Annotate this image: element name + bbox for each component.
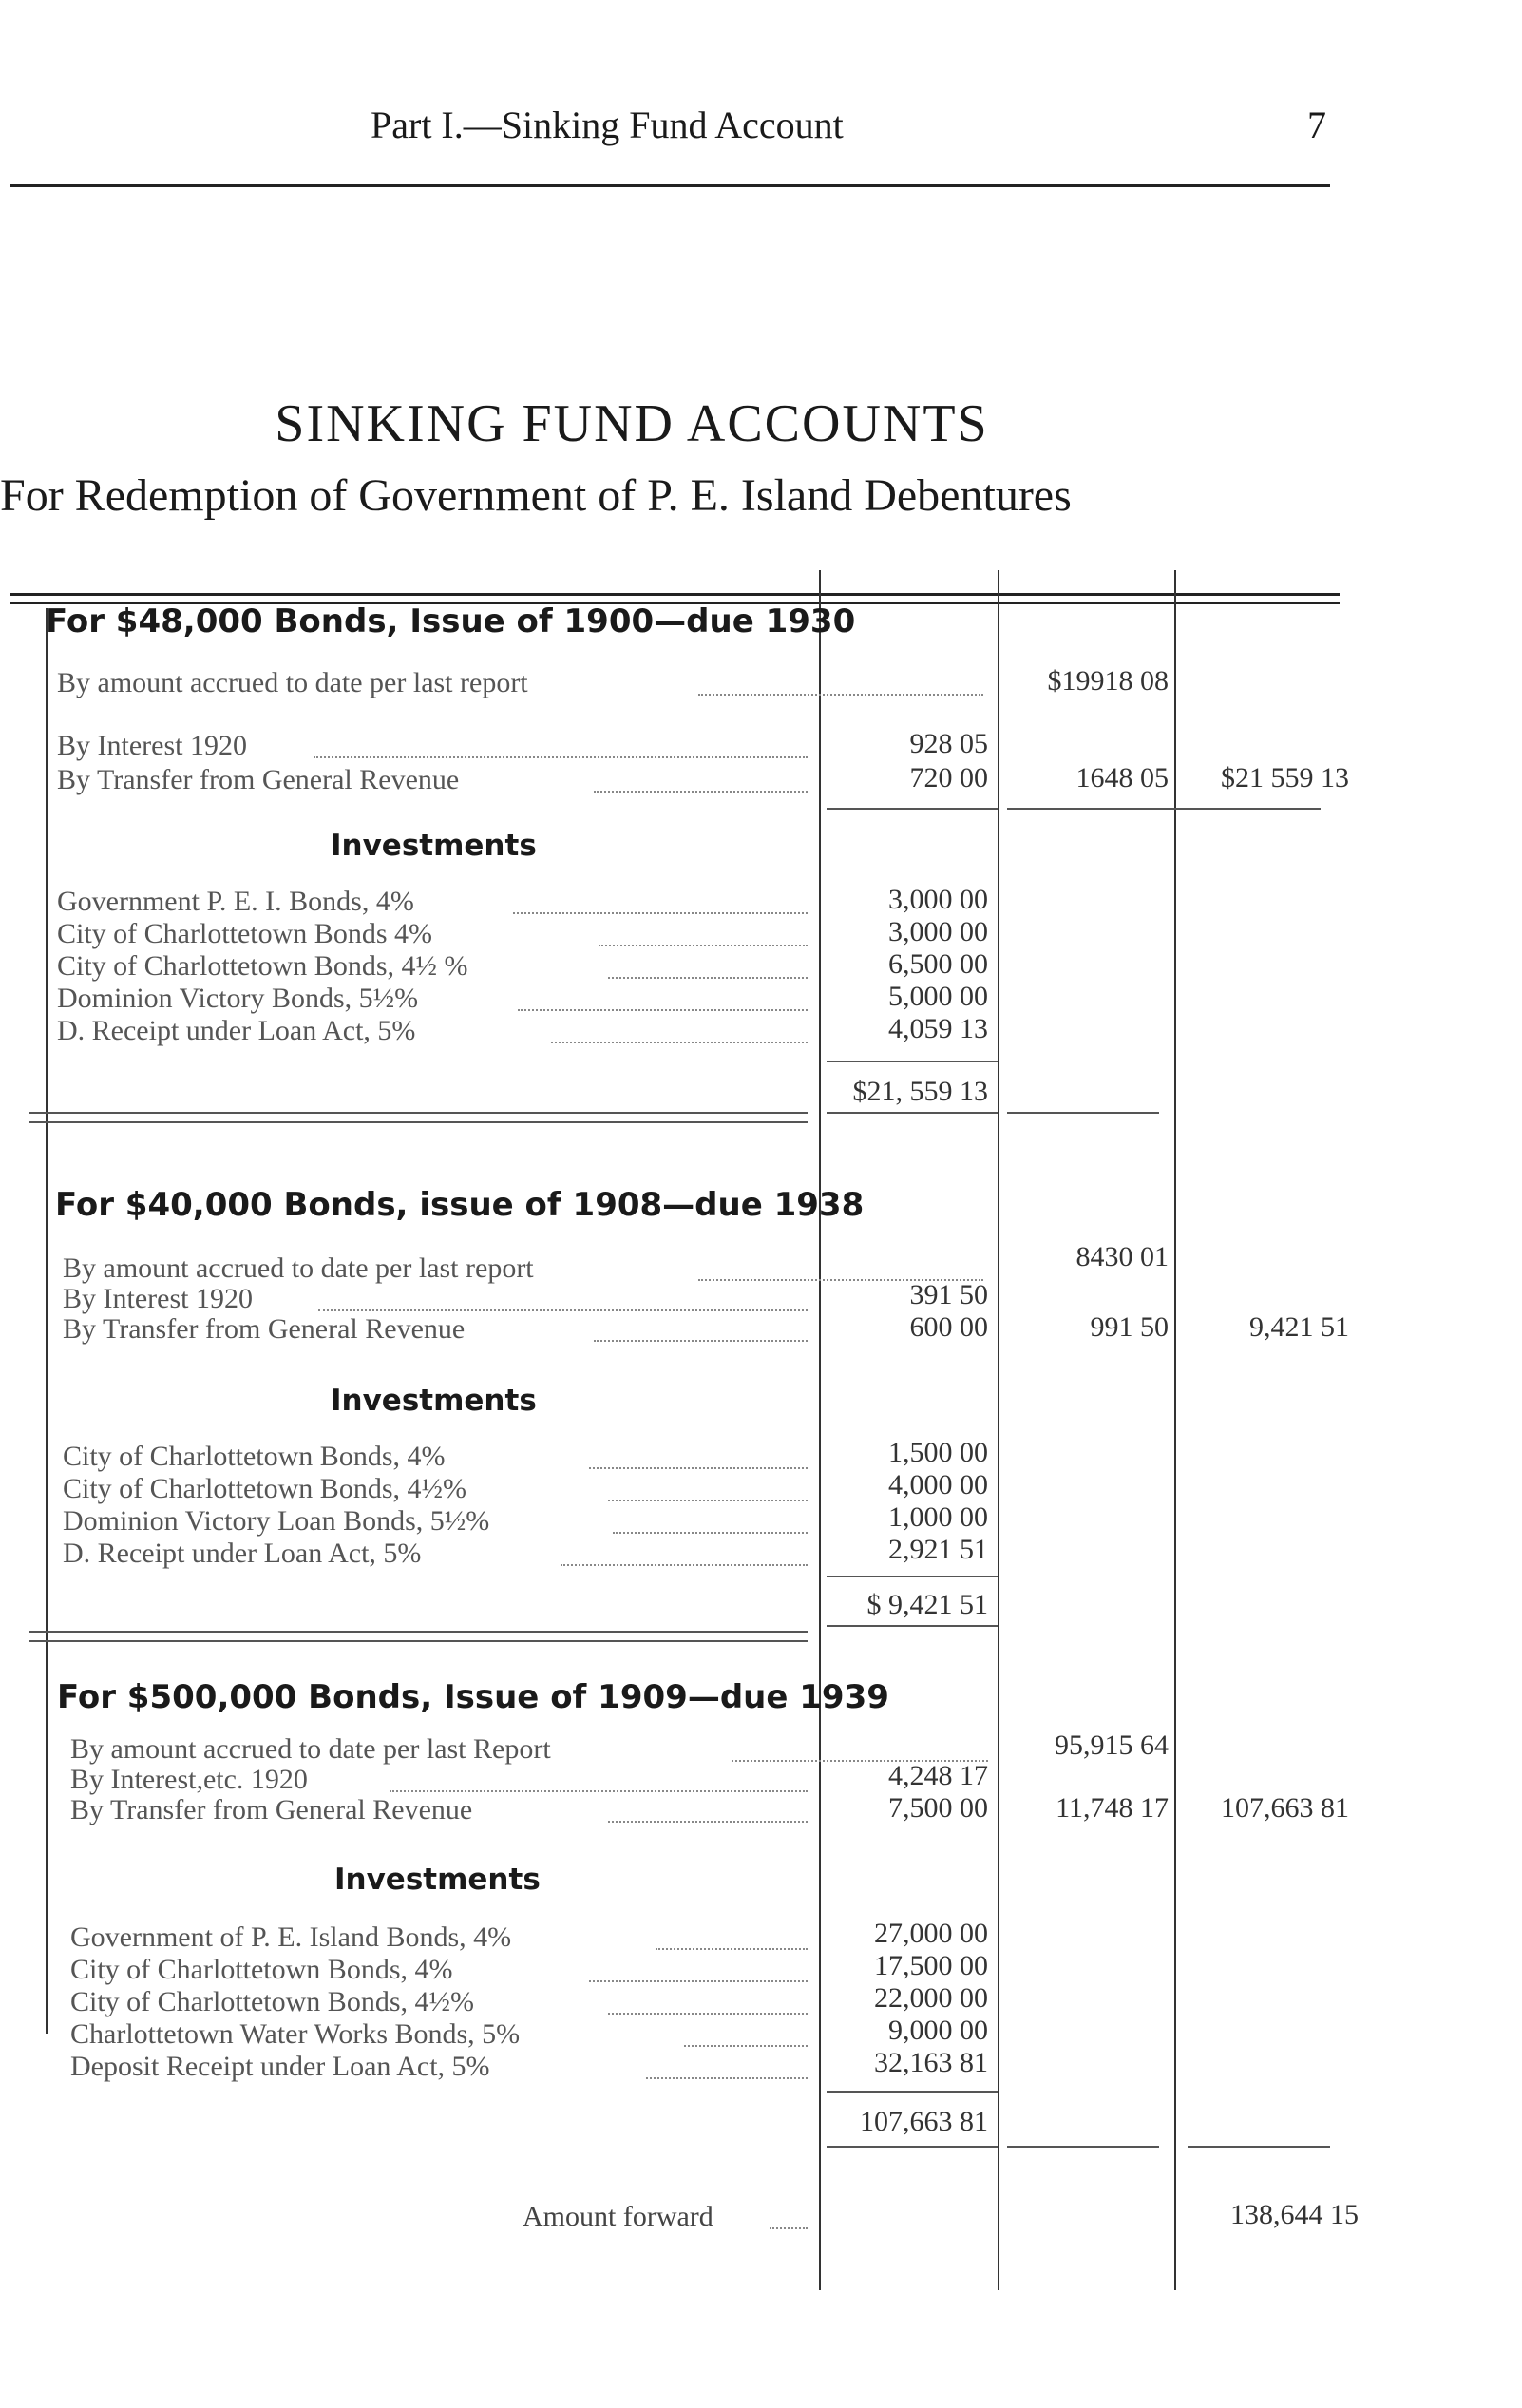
section-rule <box>29 1631 808 1633</box>
leader-dots <box>589 1467 808 1469</box>
credit-col1: 7,500 00 <box>888 1792 988 1824</box>
investment-label: Charlottetown Water Works Bonds, 5% <box>70 2018 521 2050</box>
leader-dots <box>599 945 808 946</box>
section-rule <box>29 1121 808 1123</box>
credit-label: By Transfer from General Revenue <box>70 1794 473 1825</box>
leader-dots <box>561 1564 808 1566</box>
left-border <box>46 608 48 2034</box>
leader-dots <box>608 977 808 979</box>
total-rule <box>827 1625 998 1627</box>
leader-dots <box>513 912 808 914</box>
col2-line <box>998 570 999 2290</box>
leader-dots <box>646 2077 808 2079</box>
col-rule <box>1007 808 1321 810</box>
investments-heading: Investments <box>331 1384 537 1418</box>
investment-label: Dominion Victory Bonds, 5½% <box>57 983 419 1014</box>
leader-dots <box>518 1009 808 1011</box>
investment-amount: 1,500 00 <box>888 1437 988 1468</box>
credit-col2: 95,915 64 <box>1055 1730 1169 1761</box>
leader-dots <box>594 791 808 793</box>
leader-dots <box>608 2013 808 2015</box>
investment-amount: 5,000 00 <box>888 981 988 1012</box>
investment-amount: 22,000 00 <box>874 1982 988 2014</box>
investment-label: Government P. E. I. Bonds, 4% <box>57 886 414 917</box>
investment-label: City of Charlottetown Bonds 4% <box>57 918 432 949</box>
investment-label: City of Charlottetown Bonds, 4% <box>63 1441 446 1472</box>
leader-dots <box>318 1309 808 1311</box>
investment-amount: 32,163 81 <box>874 2047 988 2078</box>
total-rule <box>827 1112 998 1114</box>
credit-label: By amount accrued to date per last Report <box>70 1733 551 1765</box>
credit-col2: 8430 01 <box>1075 1241 1169 1272</box>
investment-label: D. Receipt under Loan Act, 5% <box>63 1538 422 1569</box>
col-rule <box>1007 1112 1159 1114</box>
section-heading: For $40,000 Bonds, issue of 1908—due 1938 <box>55 1186 865 1224</box>
credit-col2: $19918 08 <box>1047 665 1169 697</box>
page-title: SINKING FUND ACCOUNTS <box>275 394 989 453</box>
col-rule <box>827 2091 998 2093</box>
credit-label: By amount accrued to date per last report <box>63 1252 534 1284</box>
investment-amount: 6,500 00 <box>888 948 988 980</box>
title-rule-top <box>10 593 1340 596</box>
section-rule <box>29 1640 808 1642</box>
amount-forward-label: Amount forward <box>523 2201 713 2232</box>
investment-label: City of Charlottetown Bonds, 4½% <box>70 1986 474 2017</box>
investments-heading: Investments <box>331 829 537 863</box>
section-rule <box>29 1112 808 1114</box>
section-heading: For $500,000 Bonds, Issue of 1909—due 1939 <box>57 1678 889 1716</box>
credit-col3: 9,421 51 <box>1249 1311 1349 1343</box>
credit-col1: 391 50 <box>909 1279 988 1310</box>
section-heading: For $48,000 Bonds, Issue of 1900—due 1930 <box>46 602 856 640</box>
credit-col1: 720 00 <box>909 762 988 793</box>
col-rule <box>827 808 998 810</box>
investment-label: D. Receipt under Loan Act, 5% <box>57 1015 416 1046</box>
col-rule <box>1007 2146 1159 2148</box>
leader-dots <box>770 2227 808 2229</box>
credit-label: By Interest 1920 <box>63 1283 253 1314</box>
amount-forward-value: 138,644 15 <box>1230 2199 1359 2230</box>
page-subtitle: For Redemption of Government of P. E. Island Debentures <box>0 470 1072 521</box>
investment-label: City of Charlottetown Bonds, 4½% <box>63 1473 466 1504</box>
running-head: Part I.—Sinking Fund Account <box>371 104 844 146</box>
investment-amount: 4,059 13 <box>888 1013 988 1044</box>
credit-col2: 991 50 <box>1090 1311 1169 1343</box>
leader-dots <box>390 1790 808 1792</box>
credit-label: By Transfer from General Revenue <box>63 1313 466 1345</box>
credit-label: By Interest 1920 <box>57 730 247 761</box>
investment-amount: 2,921 51 <box>888 1534 988 1565</box>
credit-col3: 107,663 81 <box>1221 1792 1349 1824</box>
investment-amount: 4,000 00 <box>888 1469 988 1500</box>
col-rule <box>1188 2146 1330 2148</box>
investment-amount: 3,000 00 <box>888 916 988 947</box>
credit-col2: 1648 05 <box>1075 762 1169 793</box>
col1-line <box>819 570 821 2290</box>
leader-dots <box>608 1821 808 1823</box>
leader-dots <box>594 1340 808 1342</box>
col-rule <box>827 1061 998 1062</box>
investment-label: City of Charlottetown Bonds, 4% <box>70 1954 453 1985</box>
total-rule <box>827 2146 998 2148</box>
credit-col3: $21 559 13 <box>1221 762 1349 793</box>
credit-col1: 600 00 <box>909 1311 988 1343</box>
investment-label: Dominion Victory Loan Bonds, 5½% <box>63 1505 490 1537</box>
credit-label: By Interest,etc. 1920 <box>70 1764 308 1795</box>
credit-label: By amount accrued to date per last report <box>57 667 528 698</box>
section-total: 107,663 81 <box>860 2106 988 2137</box>
credit-col2: 11,748 17 <box>1056 1792 1169 1824</box>
leader-dots <box>608 1500 808 1501</box>
leader-dots <box>314 756 808 758</box>
section-total: $ 9,421 51 <box>866 1589 988 1620</box>
investment-label: City of Charlottetown Bonds, 4½ % <box>57 950 468 982</box>
investment-amount: 27,000 00 <box>874 1918 988 1949</box>
leader-dots <box>656 1948 808 1950</box>
page-number: 7 <box>1307 104 1326 146</box>
investment-label: Deposit Receipt under Loan Act, 5% <box>70 2051 490 2082</box>
investment-amount: 1,000 00 <box>888 1501 988 1533</box>
col-rule <box>827 1576 998 1577</box>
credit-col1: 928 05 <box>909 728 988 759</box>
credit-label: By Transfer from General Revenue <box>57 764 460 795</box>
leader-dots <box>551 1042 808 1043</box>
leader-dots <box>684 2045 808 2047</box>
col3-line <box>1174 570 1176 2290</box>
investment-label: Government of P. E. Island Bonds, 4% <box>70 1921 512 1953</box>
credit-col1: 4,248 17 <box>888 1760 988 1791</box>
header-rule <box>10 184 1330 187</box>
investment-amount: 9,000 00 <box>888 2015 988 2046</box>
leader-dots <box>698 694 983 696</box>
investment-amount: 3,000 00 <box>888 884 988 915</box>
leader-dots <box>613 1532 808 1534</box>
section-total: $21, 559 13 <box>852 1076 988 1107</box>
investments-heading: Investments <box>334 1863 541 1897</box>
investment-amount: 17,500 00 <box>874 1950 988 1981</box>
leader-dots <box>589 1980 808 1982</box>
